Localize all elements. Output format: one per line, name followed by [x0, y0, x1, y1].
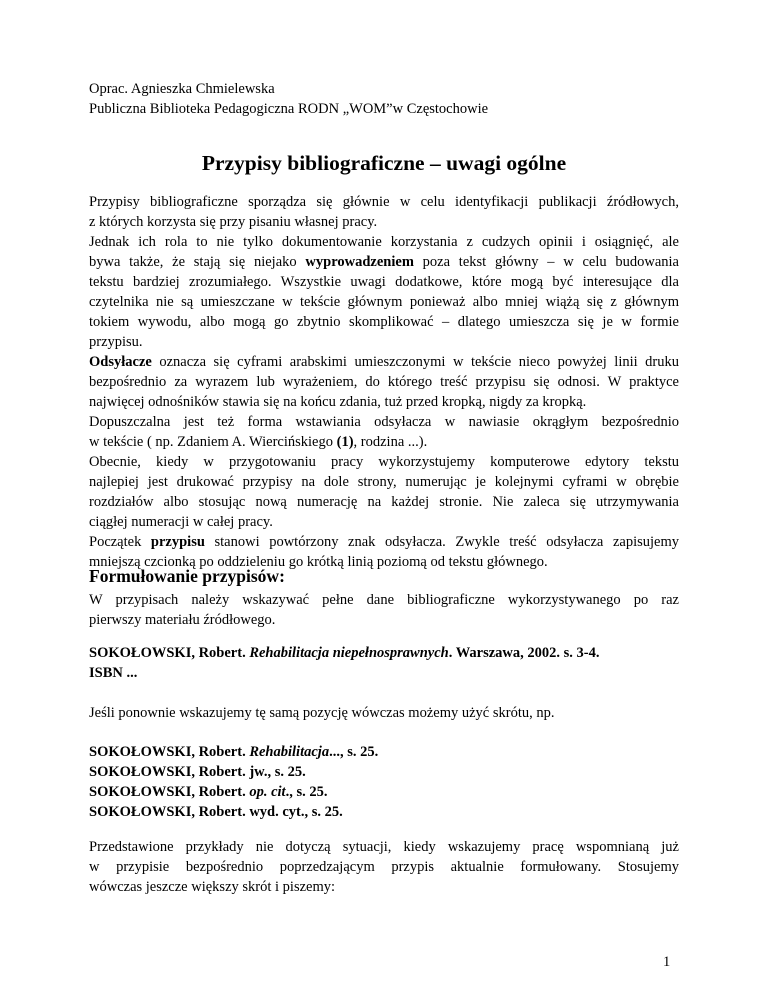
citation-line: [89, 742, 679, 762]
text-line: Jednak ich rola to nie tylko dokumentowanie korzystania z cudzych opinii i osiągnięć, ale: [89, 234, 679, 250]
bold-term: (1): [336, 434, 354, 450]
text-run: SOKOŁOWSKI, Robert.: [89, 784, 250, 800]
text-run: ., s. 25.: [285, 784, 328, 800]
italic-title: Rehabilitacja niepełnosprawnych: [249, 645, 449, 661]
bold-term: Odsyłacze: [89, 354, 152, 370]
text-run: . Warszawa, 2002. s. 3-4.: [448, 645, 600, 661]
citation-line: [89, 643, 679, 663]
text-run: oznacza się cyframi arabskimi umieszczonymi w tekście nieco powyżej linii druku: [151, 354, 679, 370]
italic-title: Rehabilitacja: [249, 744, 330, 760]
text-run: SOKOŁOWSKI, Robert.: [89, 744, 250, 760]
paragraph-conclusion: [89, 837, 679, 897]
text-line: tekstu bardziej zrozumiałego. Wszystkie uwagi dodatkowe, które mogą być interesujące dla: [89, 274, 679, 290]
text-line: pierwszy materiału źródłowego.: [89, 612, 276, 628]
text-line: z których korzysta się przy pisaniu własnej pracy.: [89, 214, 378, 230]
text-line: ciągłej numeracji w całej pracy.: [89, 514, 273, 530]
text-line: rozdziałów albo stosując nową numerację na każdej stronie. Nie zaleca się utrzymywania: [89, 494, 679, 510]
text-line: czytelnika nie są umieszczane w tekście głównym ponieważ albo mniej wiążą się z głównym: [89, 294, 679, 310]
text-line: [89, 432, 679, 452]
paragraph-odsylacze: [89, 352, 679, 572]
text-line: w przypisie bezpośrednio poprzedzającym przypis aktualnie formułowany. Stosujemy: [89, 859, 679, 875]
text-line: przypisu.: [89, 334, 143, 350]
text-run: poza tekst główny – w celu budowania: [413, 254, 679, 270]
text-line: mniejszą czcionką po oddzieleniu go krótką linią poziomą od tekstu głównego.: [89, 554, 548, 570]
text-line: wówczas jeszcze większy skrót i piszemy:: [89, 879, 336, 895]
text-line: najwięcej odnośników stawia się na końcu zdania, tuż przed kropką, nigdy za kropką.: [89, 394, 587, 410]
text-run: bywa także, że stają się niejako: [89, 254, 306, 270]
text-line: Dopuszczalna jest też forma wstawiania odsyłacza w nawiasie okrągłym bezpośrednio: [89, 414, 679, 430]
page-title: Przypisy bibliograficzne – uwagi ogólne: [201, 151, 567, 175]
text-run: stanowi powtórzony znak odsyłacza. Zwykle treść odsyłacza zapisujemy: [204, 534, 679, 550]
text-line: Przedstawione przykłady nie dotyczą sytuacji, kiedy wskazujemy pracę wspomnianą już: [89, 839, 679, 855]
bold-term: wyprowadzeniem: [305, 254, 414, 270]
text-line: [89, 252, 679, 272]
institution-line: Publiczna Biblioteka Pedagogiczna RODN „WOM”w Częstochowie: [89, 101, 489, 117]
page-number: 1: [663, 954, 671, 970]
paragraph-intro: [89, 192, 679, 352]
citation-line: [89, 782, 679, 802]
text-line: najlepiej jest drukować przypisy na dole strony, numerując je kolejnymi cyframi w obrębie: [89, 474, 679, 490]
text-line: tokiem wywodu, albo mogą go zbytnio skomplikować – dlatego umieszcza się je w formie: [89, 314, 679, 330]
citation-line: ISBN ...: [89, 665, 138, 681]
text-line: [89, 352, 679, 372]
text-run: w tekście ( np. Zdaniem A. Wiercińskiego: [89, 434, 337, 450]
italic-term: op. cit: [249, 784, 286, 800]
text-line: Obecnie, kiedy w przygotowaniu pracy wykorzystujemy komputerowe edytory tekstu: [89, 454, 679, 470]
paragraph-abbrev: Jeśli ponownie wskazujemy tę samą pozycję wówczas możemy użyć skrótu, np.: [89, 705, 555, 721]
text-run: SOKOŁOWSKI, Robert.: [89, 645, 250, 661]
document-header: [89, 79, 488, 119]
text-line: [89, 532, 679, 552]
text-run: ..., s. 25.: [329, 744, 379, 760]
text-line: W przypisach należy wskazywać pełne dane bibliograficzne wykorzystywanego po raz: [89, 592, 679, 608]
text-line: Przypisy bibliograficzne sporządza się głównie w celu identyfikacji publikacji źródłowych,: [89, 194, 679, 210]
text-run: Początek: [89, 534, 151, 550]
example-full-citation: [89, 643, 679, 683]
text-run: , rodzina ...).: [353, 434, 428, 450]
paragraph-formulowanie: [89, 590, 679, 630]
example-short-citations: [89, 742, 679, 822]
section-heading: Formułowanie przypisów:: [89, 566, 285, 586]
text-line: bezpośrednio za wyrazem lub wyrażeniem, do którego treść przypisu się odnosi. W praktyce: [89, 374, 679, 390]
citation-line: SOKOŁOWSKI, Robert. wyd. cyt., s. 25.: [89, 804, 343, 820]
author-line: Oprac. Agnieszka Chmielewska: [89, 81, 275, 97]
citation-line: SOKOŁOWSKI, Robert. jw., s. 25.: [89, 764, 306, 780]
bold-term: przypisu: [150, 534, 205, 550]
